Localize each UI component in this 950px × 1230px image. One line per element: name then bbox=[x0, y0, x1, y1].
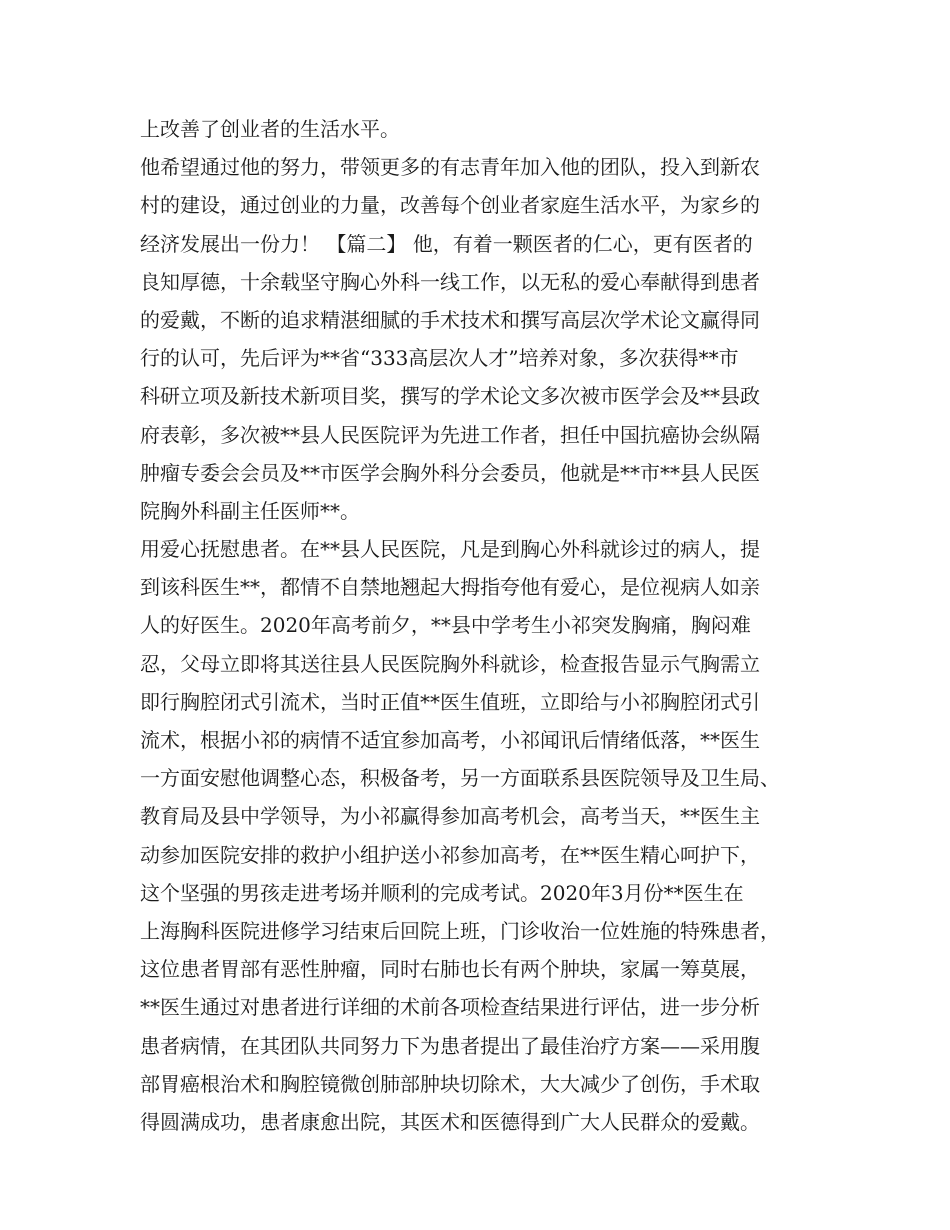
text-line: 部胃癌根治术和胸腔镜微创肺部肿块切除术，大大减少了创伤，手术取 bbox=[140, 1071, 760, 1096]
text-line: 的爱戴，不断的追求精湛细腻的手术技术和撰写高层次学术论文赢得同 bbox=[140, 307, 760, 332]
text-line: 府表彰，多次被**县人民医院评为先进工作者，担任中国抗癌协会纵隔 bbox=[140, 422, 760, 447]
text-line: 院胸外科副主任医师**。 bbox=[140, 498, 360, 523]
text-line: 到该科医生**，都情不自禁地翘起大拇指夸他有爱心，是位视病人如亲 bbox=[140, 575, 760, 600]
text-line: 良知厚德，十余载坚守胸心外科一线工作，以无私的爱心奉献得到患者 bbox=[140, 269, 760, 294]
text-line: 忍，父母立即将其送往县人民医院胸外科就诊，检查报告显示气胸需立 bbox=[140, 651, 760, 676]
text-line: 上改善了创业者的生活水平。 bbox=[140, 117, 400, 141]
text-line: 用爱心抚慰患者。在**县人民医院，凡是到胸心外科就诊过的病人，提 bbox=[140, 537, 760, 562]
text-line: 行的认可，先后评为**省“333高层次人才”培养对象，多次获得**市 bbox=[140, 346, 739, 371]
document-body bbox=[140, 110, 830, 1141]
text-line: 这个坚强的男孩走进考场并顺利的完成考试。2020年3月份**医生在 bbox=[140, 880, 744, 905]
text-line: **医生通过对患者进行详细的术前各项检查结果进行评估，进一步分析 bbox=[140, 995, 760, 1020]
text-line: 科研立项及新技术新项目奖，撰写的学术论文多次被市医学会及**县政 bbox=[140, 384, 760, 409]
text-line: 患者病情，在其团队共同努力下为患者提出了最佳治疗方案——采用腹 bbox=[140, 1033, 760, 1058]
text-line: 流术，根据小祁的病情不适宜参加高考，小祁闻讯后情绪低落，**医生 bbox=[140, 728, 760, 752]
text-line: 上海胸科医院进修学习结束后回院上班，门诊收治一位姓施的特殊患者， bbox=[140, 918, 780, 943]
text-line: 教育局及县中学领导，为小祁赢得参加高考机会，高考当天，**医生主 bbox=[140, 804, 760, 829]
text-line: 得圆满成功，患者康愈出院，其医术和医德得到广大人民群众的爱戴。 bbox=[140, 1109, 760, 1134]
text-line: 这位患者胃部有恶性肿瘤，同时右肺也长有两个肿块，家属一筹莫展， bbox=[140, 957, 760, 982]
text-line: 他希望通过他的努力，带领更多的有志青年加入他的团队，投入到新农 bbox=[140, 155, 760, 180]
text-line: 村的建设，通过创业的力量，改善每个创业者家庭生活水平，为家乡的 bbox=[140, 193, 760, 218]
text-line: 经济发展出一份力！ 【篇二】 他，有着一颗医者的仁心，更有医者的 bbox=[140, 231, 753, 256]
text-line: 肿瘤专委会会员及**市医学会胸外科分会委员，他就是**市**县人民医 bbox=[140, 460, 760, 485]
text-line: 一方面安慰他调整心态，积极备考，另一方面联系县医院领导及卫生局、 bbox=[140, 766, 780, 791]
text-line: 人的好医生。2020年高考前夕，**县中学考生小祁突发胸痛，胸闷难 bbox=[140, 613, 751, 638]
text-line: 动参加医院安排的救护小组护送小祁参加高考，在**医生精心呵护下， bbox=[140, 842, 760, 867]
text-line: 即行胸腔闭式引流术，当时正值**医生值班，立即给与小祁胸腔闭式引 bbox=[140, 689, 760, 714]
